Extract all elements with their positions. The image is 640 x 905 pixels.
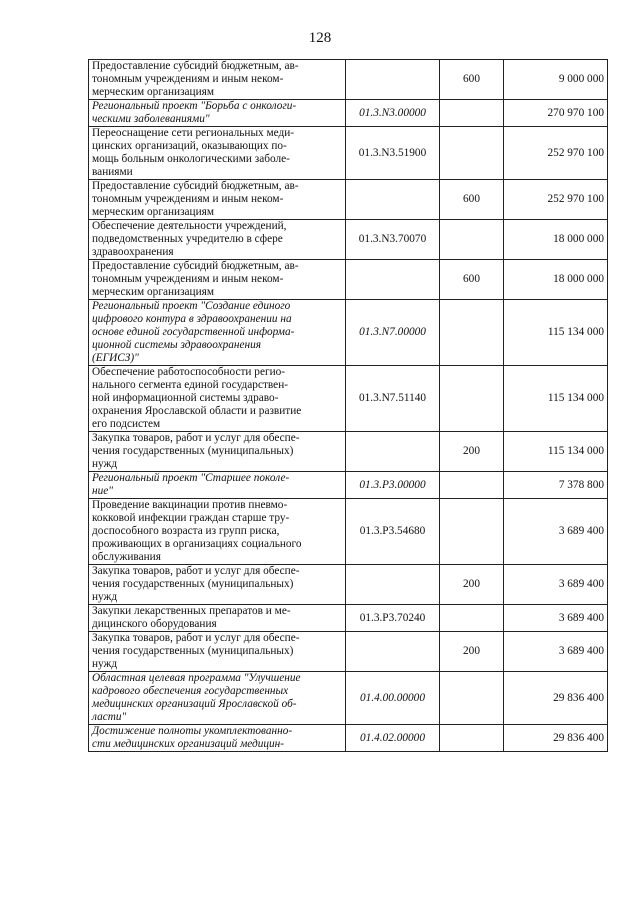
row-amount-text: 115 134 000 <box>547 326 604 338</box>
row-expense-type-text: 600 <box>463 73 480 85</box>
table-row <box>89 300 608 366</box>
row-name-text: Закупка товаров, работ и услуг для обеспе- чения государственных (муниципальных) нужд <box>92 432 300 470</box>
row-amount-cell <box>504 725 608 752</box>
row-name-cell <box>89 672 346 725</box>
row-expense-type-cell <box>440 672 504 725</box>
row-code-cell <box>346 725 440 752</box>
row-name-text: Обеспечение работоспособности регио- нального сегмента единой государствен- ной информационной системы здраво- охранения Ярославской области и развитие его подсистем <box>92 366 302 430</box>
row-amount-cell <box>504 672 608 725</box>
row-name-text: Закупка товаров, работ и услуг для обеспе- чения государственных (муниципальных) нужд <box>92 632 300 670</box>
row-name-text: Закупка товаров, работ и услуг для обеспе- чения государственных (муниципальных) нужд <box>92 565 300 603</box>
row-name-cell <box>89 605 346 632</box>
row-name-text: Переоснащение сети региональных меди- цинских организаций, оказывающих по- мощь больным онкологическими заболе- ваниями <box>92 127 295 178</box>
row-code-cell <box>346 127 440 180</box>
row-amount-text: 18 000 000 <box>553 273 604 285</box>
row-code-cell <box>346 366 440 432</box>
row-expense-type-cell <box>440 60 504 100</box>
row-amount-text: 3 689 400 <box>558 578 604 590</box>
row-name-text: Областная целевая программа "Улучшение кадрового обеспечения государственных медицинских организаций Ярославской об- ласти" <box>92 672 301 723</box>
row-amount-cell <box>504 432 608 472</box>
table-row <box>89 100 608 127</box>
row-expense-type-cell <box>440 300 504 366</box>
row-name-cell <box>89 300 346 366</box>
row-name-cell <box>89 100 346 127</box>
row-name-cell <box>89 432 346 472</box>
table-row <box>89 632 608 672</box>
row-expense-type-cell <box>440 260 504 300</box>
row-name-cell <box>89 220 346 260</box>
row-code-text: 01.3.P3.00000 <box>359 478 426 491</box>
row-amount-text: 9 000 000 <box>558 73 604 85</box>
row-amount-text: 252 970 100 <box>547 146 604 159</box>
row-name-text: Региональный проект "Создание единого цифрового контура в здравоохранении на основе единой государственной информа- ционной системы здравоохранения (ЕГИСЗ)" <box>92 300 295 364</box>
table-row <box>89 366 608 432</box>
row-name-text: Региональный проект "Старшее поколе- ние" <box>92 472 290 497</box>
row-expense-type-text: 200 <box>463 578 480 590</box>
row-code-cell <box>346 220 440 260</box>
row-expense-type-cell <box>440 180 504 220</box>
row-amount-text: 3 689 400 <box>558 611 604 624</box>
row-expense-type-cell <box>440 499 504 565</box>
row-expense-type-text: 200 <box>463 445 480 457</box>
row-code-text: 01.3.P3.54680 <box>359 525 426 537</box>
row-amount-cell <box>504 300 608 366</box>
row-expense-type-cell <box>440 366 504 432</box>
budget-table-body <box>89 60 608 752</box>
row-code-text: 01.3.N7.00000 <box>359 326 426 338</box>
row-amount-cell <box>504 605 608 632</box>
table-row <box>89 180 608 220</box>
table-row <box>89 472 608 499</box>
row-code-text: 01.3.N7.51140 <box>358 392 427 404</box>
row-amount-cell <box>504 366 608 432</box>
row-amount-cell <box>504 180 608 220</box>
table-row <box>89 725 608 752</box>
table-row <box>89 565 608 605</box>
row-code-cell <box>346 605 440 632</box>
page-number: 128 <box>308 30 332 46</box>
row-code-cell <box>346 100 440 127</box>
row-name-cell <box>89 127 346 180</box>
row-name-text: Закупки лекарственных препаратов и ме- дицинского оборудования <box>92 605 291 630</box>
row-amount-cell <box>504 100 608 127</box>
row-code-text: 01.3.N3.70070 <box>358 233 427 245</box>
row-name-text: Достижение полноты укомплектованно- сти медицинских организаций медицин- <box>92 725 293 750</box>
row-code-cell <box>346 565 440 605</box>
row-name-cell <box>89 366 346 432</box>
row-amount-cell <box>504 220 608 260</box>
row-name-cell <box>89 180 346 220</box>
row-amount-cell <box>504 472 608 499</box>
row-name-text: Проведение вакцинации против пневмо- кокковой инфекции граждан старше тру- доспособного возраста из групп риска, проживающих в организациях социального обслуживания <box>92 499 302 563</box>
table-row <box>89 60 608 100</box>
row-name-cell <box>89 499 346 565</box>
row-name-text: Предоставление субсидий бюджетным, ав- тономным учреждениям и иным неком- мерческим организациям <box>92 180 299 218</box>
row-expense-type-cell <box>440 725 504 752</box>
table-row <box>89 127 608 180</box>
row-amount-text: 7 378 800 <box>558 478 604 491</box>
row-name-cell <box>89 632 346 672</box>
row-name-text: Предоставление субсидий бюджетным, ав- тономным учреждениям и иным неком- мерческим организациям <box>92 260 299 298</box>
row-code-text: 01.3.N3.51900 <box>358 146 427 159</box>
row-name-cell <box>89 472 346 499</box>
row-expense-type-cell <box>440 605 504 632</box>
row-name-cell <box>89 60 346 100</box>
row-amount-text: 29 836 400 <box>553 731 604 744</box>
row-amount-cell <box>504 60 608 100</box>
row-amount-text: 270 970 100 <box>547 106 604 119</box>
row-amount-text: 29 836 400 <box>553 691 604 704</box>
row-amount-text: 3 689 400 <box>558 645 604 657</box>
row-name-text: Региональный проект "Борьба с онкологи- ческими заболеваниями" <box>92 100 297 125</box>
row-code-cell <box>346 472 440 499</box>
row-code-cell <box>346 180 440 220</box>
table-row <box>89 499 608 565</box>
table-row <box>89 672 608 725</box>
row-amount-cell <box>504 565 608 605</box>
row-code-cell <box>346 60 440 100</box>
row-amount-text: 115 134 000 <box>547 445 604 457</box>
row-name-text: Обеспечение деятельности учреждений, подведомственных учредителю в сфере здравоохранения <box>92 220 287 258</box>
row-name-cell <box>89 725 346 752</box>
row-expense-type-cell <box>440 220 504 260</box>
table-row <box>89 605 608 632</box>
row-expense-type-text: 200 <box>463 645 480 657</box>
row-amount-text: 18 000 000 <box>553 233 604 245</box>
row-code-cell <box>346 632 440 672</box>
row-amount-text: 252 970 100 <box>547 193 604 205</box>
row-code-text: 01.3.N3.00000 <box>359 106 426 119</box>
row-name-cell <box>89 565 346 605</box>
row-code-text: 01.3.P3.70240 <box>359 611 426 624</box>
row-expense-type-cell <box>440 632 504 672</box>
row-expense-type-cell <box>440 472 504 499</box>
row-amount-cell <box>504 632 608 672</box>
row-code-text: 01.4.02.00000 <box>360 731 425 744</box>
row-code-cell <box>346 300 440 366</box>
row-amount-cell <box>504 127 608 180</box>
row-code-cell <box>346 499 440 565</box>
row-name-text: Предоставление субсидий бюджетным, ав- тономным учреждениям и иным неком- мерческим организациям <box>92 60 299 98</box>
table-row <box>89 432 608 472</box>
row-expense-type-text: 600 <box>463 273 480 285</box>
row-amount-text: 115 134 000 <box>547 392 604 404</box>
row-amount-text: 3 689 400 <box>558 525 604 537</box>
table-row <box>89 220 608 260</box>
row-name-cell <box>89 260 346 300</box>
row-expense-type-cell <box>440 565 504 605</box>
budget-table <box>88 59 608 752</box>
row-expense-type-text: 600 <box>463 193 480 205</box>
row-code-cell <box>346 432 440 472</box>
row-code-text: 01.4.00.00000 <box>360 691 425 704</box>
row-code-cell <box>346 672 440 725</box>
row-expense-type-cell <box>440 127 504 180</box>
row-amount-cell <box>504 260 608 300</box>
table-row <box>89 260 608 300</box>
row-amount-cell <box>504 499 608 565</box>
row-expense-type-cell <box>440 432 504 472</box>
row-expense-type-cell <box>440 100 504 127</box>
row-code-cell <box>346 260 440 300</box>
